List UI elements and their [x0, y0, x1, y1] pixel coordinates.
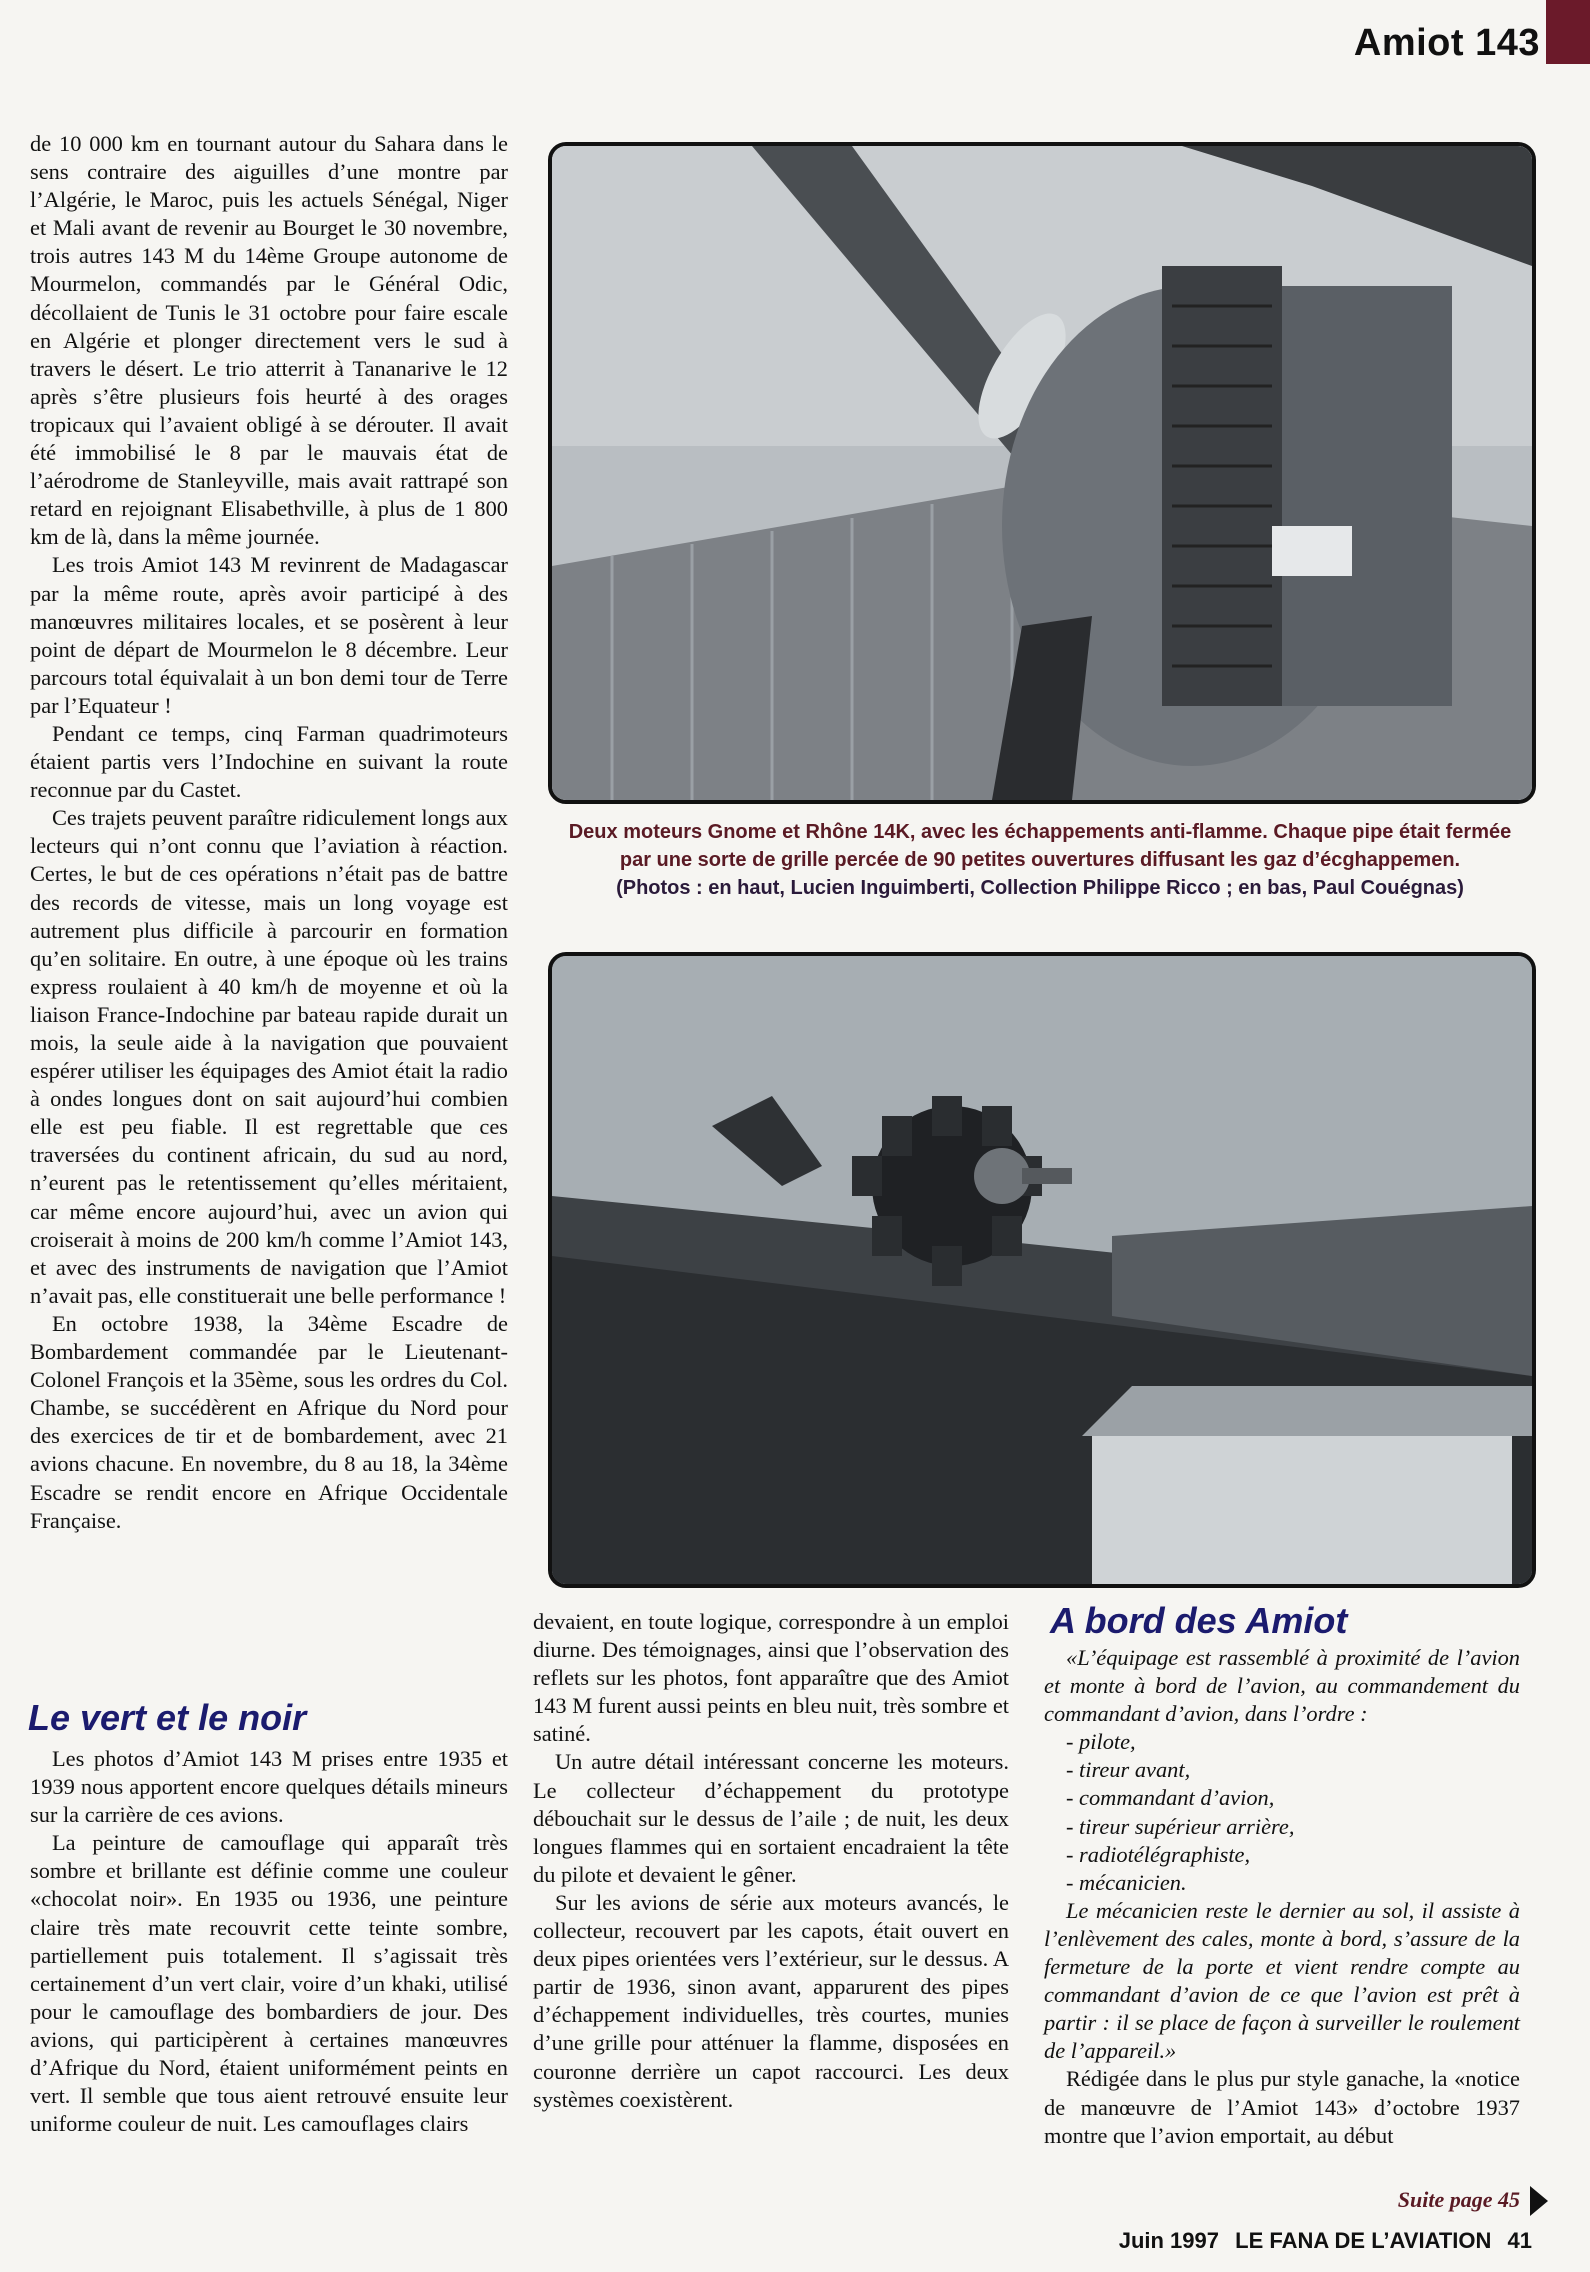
- header-color-tab: [1546, 0, 1590, 64]
- arrow-right-icon: [1530, 2186, 1548, 2216]
- section-title-a-bord: A bord des Amiot: [1050, 1600, 1348, 1641]
- engine-nacelle-image: [552, 146, 1532, 800]
- footer-date: Juin 1997: [1118, 2228, 1219, 2253]
- paragraph: En octobre 1938, la 34ème Escadre de Bombardement commandée par le Lieutenant-Colonel François et la 35ème, sous les ordres du Col. Chambe, se succédèrent en Afrique du Nord pour des exercices de tir et de bombardement, avec 21 avions chacune. En novembre, du 8 au 18, la 34ème Escadre se rendit encore en Afrique Occidentale Française.: [30, 1310, 508, 1533]
- crew-list-item: - mécanicien.: [1066, 1869, 1187, 1895]
- section-title-vert-noir: Le vert et le noir: [28, 1697, 307, 1738]
- crew-list-item: - radiotélégraphiste,: [1066, 1841, 1251, 1867]
- quote-intro: «L’équipage est rassemblé à proximité de l’avion et monte à bord de l’avion, au commandement du commandant d’avion, dans l’ordre :: [1044, 1645, 1520, 1727]
- paragraph: Un autre détail intéressant concerne les moteurs. Le collecteur d’échappement du prototype débouchait sur le dessus de l’aile ; de nuit, les deux longues flammes qui en sortaient encadraient la tête du pilote et devaient le gêner.: [533, 1749, 1009, 1887]
- paragraph: devaient, en toute logique, correspondre à un emploi diurne. Des témoignages, ainsi que l’observation des reflets sur les photos, font apparaître que des Amiot 143 M furent aussi peints en bleu nuit, très sombre et satiné.: [533, 1609, 1009, 1747]
- page-footer: [1062, 2228, 1532, 2254]
- paragraph: Les photos d’Amiot 143 M prises entre 1935 et 1939 nous apportent encore quelques détails mineurs sur la carrière de ces avions.: [30, 1746, 508, 1828]
- continued-on-link[interactable]: Suite page 45: [1397, 2187, 1520, 2212]
- paragraph: Rédigée dans le plus pur style ganache, la «notice de manœuvre de l’Amiot 143» d’octobre 1937 montre que l’avion emportait, au début: [1044, 2066, 1520, 2148]
- paragraph: de 10 000 km en tournant autour du Sahara dans le sens contraire des aiguilles d’une montre par l’Algérie, le Maroc, puis les actuels Sénégal, Niger et Mali avant de revenir au Bourget le 30 novembre, trois autres 143 M du 14ème Groupe autonome de Mourmelon, commandés par le Général Odic, décollaient de Tunis le 31 octobre pour faire escale en Algérie et plonger directement vers le sud à travers le désert. Le trio atterrit à Tananarive le 12 après s’être plusieurs fois heurté à des orages tropicaux qui l’avaient obligé à se dérouter. Il avait été immobilisé le 8 par le mauvais état de l’aérodrome de Stanleyville, mais avait rattrapé son retard en rejoignant Elisabethville, à plus de 1 800 km de là, dans la même journée.: [30, 131, 508, 550]
- crew-list-item: - tireur avant,: [1066, 1757, 1191, 1783]
- photo-engine-nacelle: [548, 142, 1536, 804]
- article-column-1-section: [30, 1745, 508, 2138]
- caption-text: Deux moteurs Gnome et Rhône 14K, avec les échappements anti-flamme. Chaque pipe était fermée par une sorte de grille percée de 90 petites ouvertures diffusant les gaz d’écghappemen.: [568, 821, 1512, 871]
- article-column-3: [1044, 1644, 1520, 2150]
- page-header-title: Amiot 143: [1353, 22, 1540, 64]
- paragraph: La peinture de camouflage qui apparaît très sombre et brillante est définie comme une couleur «chocolat noir». En 1935 ou 1936, une peinture claire très mate recouvrit cette teinte sombre, partiellement puis totalement. Il s’agissait très certainement d’un vert clair, voire d’un khaki, utilisé pour le camouflage des bombardiers de jour. Des avions, qui participèrent à certaines manœuvres d’Afrique du Nord, étaient uniformément peints en vert. Il semble que tous aient retrouvé ensuite leur uniforme couleur de nuit. Les camouflages clairs: [30, 1830, 508, 2137]
- crew-list-item: - commandant d’avion,: [1066, 1785, 1275, 1811]
- footer-page-number: 41: [1507, 2228, 1532, 2253]
- photo-caption: [560, 818, 1520, 902]
- paragraph: Pendant ce temps, cinq Farman quadrimoteurs étaient partis vers l’Indochine en suivant la route reconnue par du Castet.: [30, 720, 508, 803]
- quote-body: Le mécanicien reste le dernier au sol, il assiste à l’enlèvement des cales, monte à bord, s’assure de la fermeture de la porte et vient rendre compte au commandant d’avion de ce que l’avion est prêt à partir : il se place de façon à surveiller le roulement de l’appareil.»: [1044, 1897, 1520, 2064]
- paragraph: Ces trajets peuvent paraître ridiculement longs aux lecteurs qui n’ont connu que l’aviation à réaction. Certes, le but de ces opérations n’était pas de battre des records de vitesse, mais un long voyage est autrement plus difficile à parcourir en formation qu’en solitaire. En outre, à une époque où les trains express roulaient à 40 km/h de moyenne et où la liaison France-Indochine par bateau rapide durait un mois, la seule aide à la navigation que pouvaient espérer utiliser les équipages des Amiot était la radio à ondes longues dont on sait aujourd’hui combien elle est peu fiable. Il est regrettable que ces traversées du continent africain, du sud au nord, n’eurent pas le retentissement qu’elles méritaient, car même encore aujourd’hui, avec un avion qui croiserait à moins de 200 km/h comme l’Amiot 143, et avec des instruments de navigation que l’Amiot n’avait pas, elle constituerait une belle performance !: [30, 805, 508, 1308]
- article-column-2: [533, 1608, 1009, 2114]
- crew-list-item: - tireur supérieur arrière,: [1066, 1813, 1295, 1839]
- article-column-1: [30, 130, 508, 1535]
- paragraph: Les trois Amiot 143 M revinrent de Madagascar par la même route, après avoir participé à des manœuvres militaires locales, et se posèrent à leur point de départ de Mourmelon le 8 décembre. Leur parcours total équivalait à un bon demi tour de Terre par l’Equateur !: [30, 552, 508, 718]
- footer-magazine: LE FANA DE L’AVIATION: [1235, 2228, 1492, 2253]
- photo-radial-engine: [548, 952, 1536, 1588]
- photo-credits: (Photos : en haut, Lucien Inguimberti, Collection Philippe Ricco ; en bas, Paul Couégnas): [616, 877, 1464, 899]
- radial-engine-image: [552, 956, 1532, 1584]
- paragraph: Sur les avions de série aux moteurs avancés, le collecteur, recouvert par les capots, était ouvert en deux pipes orientées vers l’extérieur, sur le dessus. A partir de 1936, sinon avant, apparurent des pipes d’échappement individuelles, très courtes, munies d’une grille pour atténuer la flamme, disposées en couronne derrière un capot raccourci. Les deux systèmes coexistèrent.: [533, 1889, 1009, 2112]
- crew-list-item: - pilote,: [1066, 1729, 1136, 1755]
